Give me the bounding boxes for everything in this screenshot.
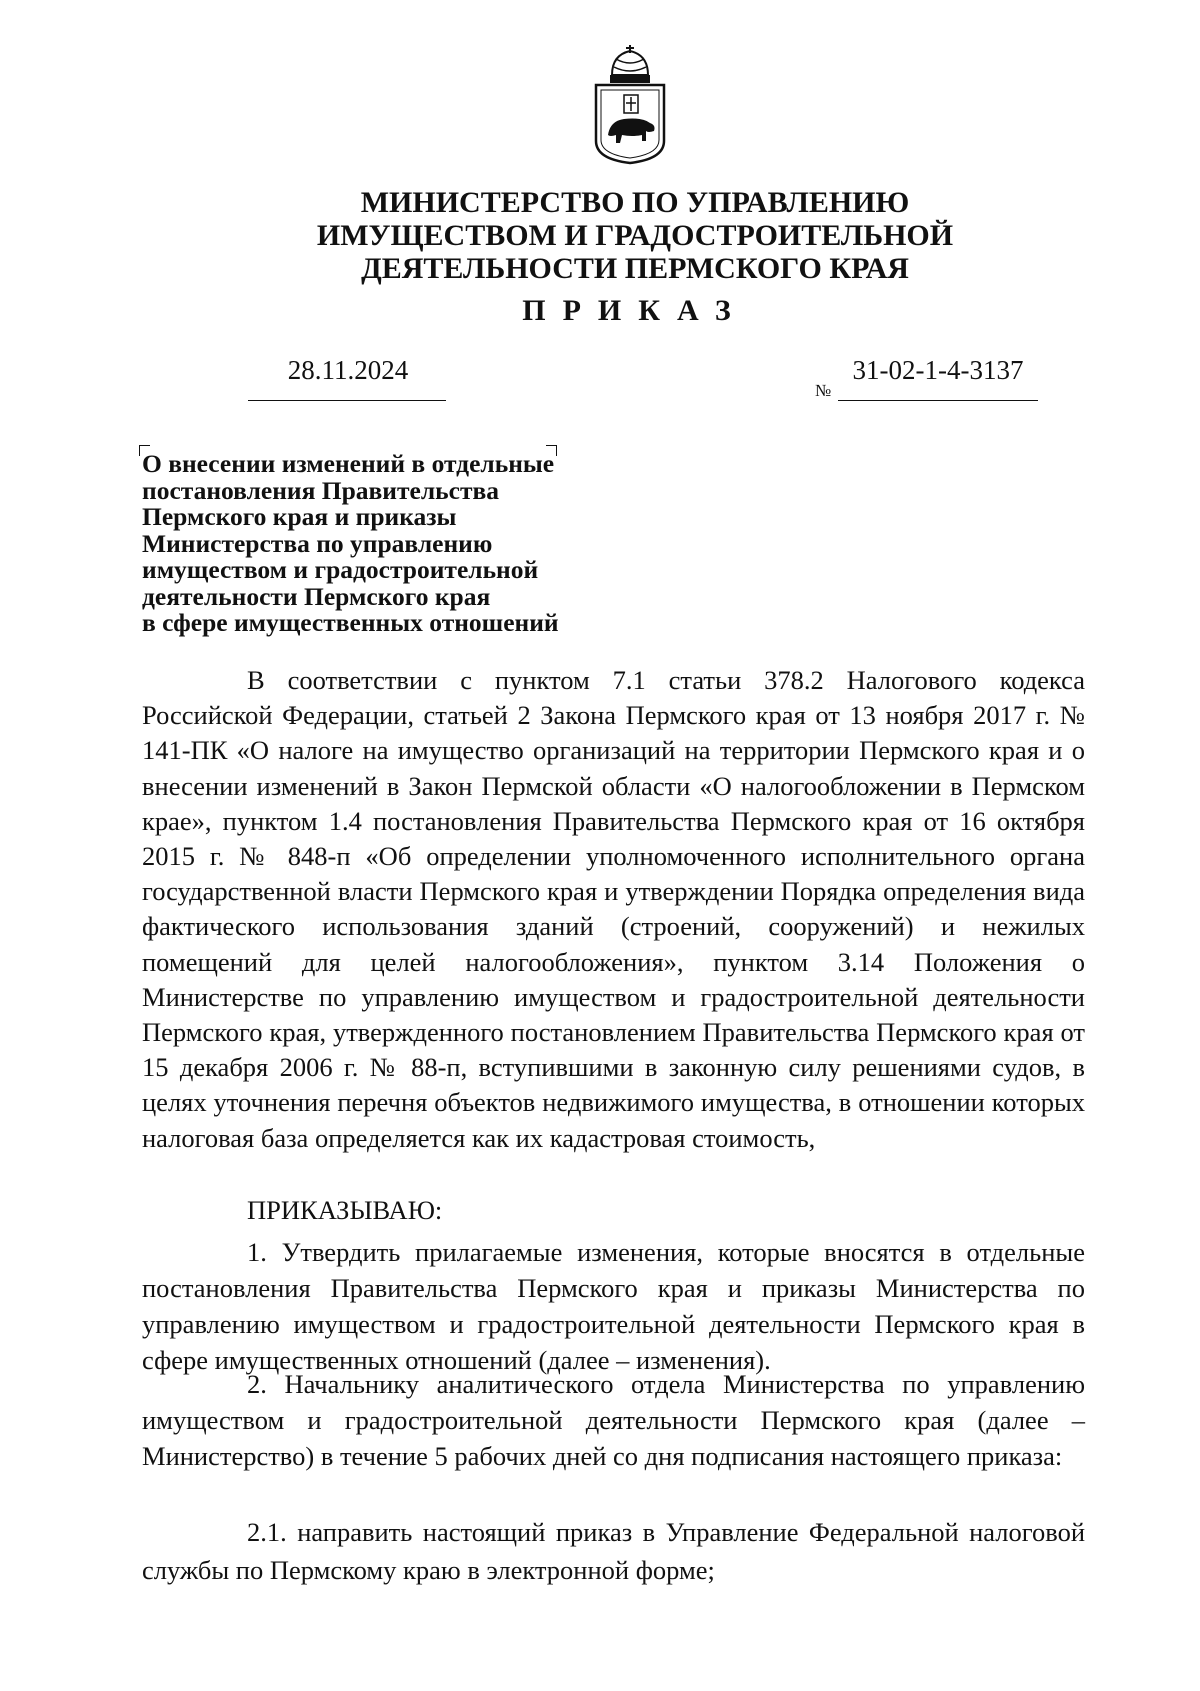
date-underline [248,400,446,401]
document-type-title: ПРИКАЗ [522,294,748,327]
organization-line: ДЕЯТЕЛЬНОСТИ ПЕРМСКОГО КРАЯ [361,252,909,285]
organization-line: МИНИСТЕРСТВО ПО УПРАВЛЕНИЮ [360,186,910,219]
subject-line: имуществом и градостроительной [142,555,539,584]
item-2-paragraph: 2. Начальнику аналитического отдела Министерства по управлению имуществом и градостроительной деятельности Пермского края (далее – Министерство) в течение 5 рабочих дней со дня подписания настоящего приказа: [142,1369,1085,1471]
subject-line: деятельности Пермского края [142,581,491,611]
perm-krai-coat-of-arms-icon [592,45,668,165]
subject-line: постановления Правительства [142,475,499,505]
order-subject [142,451,612,637]
order-number: 31-02-1-4-3137 [852,355,1024,385]
subject-line: Министерства по управлению [142,528,493,558]
preamble-paragraph: В соответствии с пунктом 7.1 статьи 378.2 Налогового кодекса Российской Федерации, статьей 2 Закона Пермского края от 13 ноября 2017 г. № 141-ПК «О налоге на имущество организаций на территории Пермского края и о внесении изменений в Закон Пермской области «О налогообложении в Пермском крае», пунктом 1.4 постановления Правительства Пермского края от 16 октября 2015 г. № 848-п «Об определении уполномоченного исполнительного органа государственной власти Пермского края и утверждении Порядка определения вида фактического использования зданий (строений, сооружений) и нежилых помещений для целей налогообложения», пунктом 3.14 Положения о Министерстве по управлению имуществом и градостроительной деятельности Пермского края, утвержденного постановлением Правительства Пермского края от 15 декабря 2006 г. № 88-п, вступившими в законную силу решениями судов, в целях уточнения перечня объектов недвижимого имущества, в отношении которых налоговая база определяется как их кадастровая стоимость, [142,665,1085,1153]
organization-line: ИМУЩЕСТВОМ И ГРАДОСТРОИТЕЛЬНОЙ [316,219,954,252]
subject-line: О внесении изменений в отдельные [142,449,555,478]
subject-line: в сфере имущественных отношений [142,608,559,637]
order-word: ПРИКАЗЫВАЮ: [247,1195,443,1225]
item-2-1-paragraph: 2.1. направить настоящий приказ в Управление Федеральной налоговой службы по Пермскому краю в электронной форме; [142,1517,1085,1585]
number-underline [838,400,1038,401]
organization-name [250,186,1020,285]
subject-line: Пермского края и приказы [142,502,457,531]
order-date: 28.11.2024 [287,355,409,385]
item-1-paragraph: 1. Утвердить прилагаемые изменения, которые вносятся в отдельные постановления Правительства Пермского края и приказы Министерства по управлению имуществом и градостроительной деятельности Пермского края в сфере имущественных отношений (далее – изменения). [142,1237,1085,1375]
number-sign: № [815,381,832,400]
